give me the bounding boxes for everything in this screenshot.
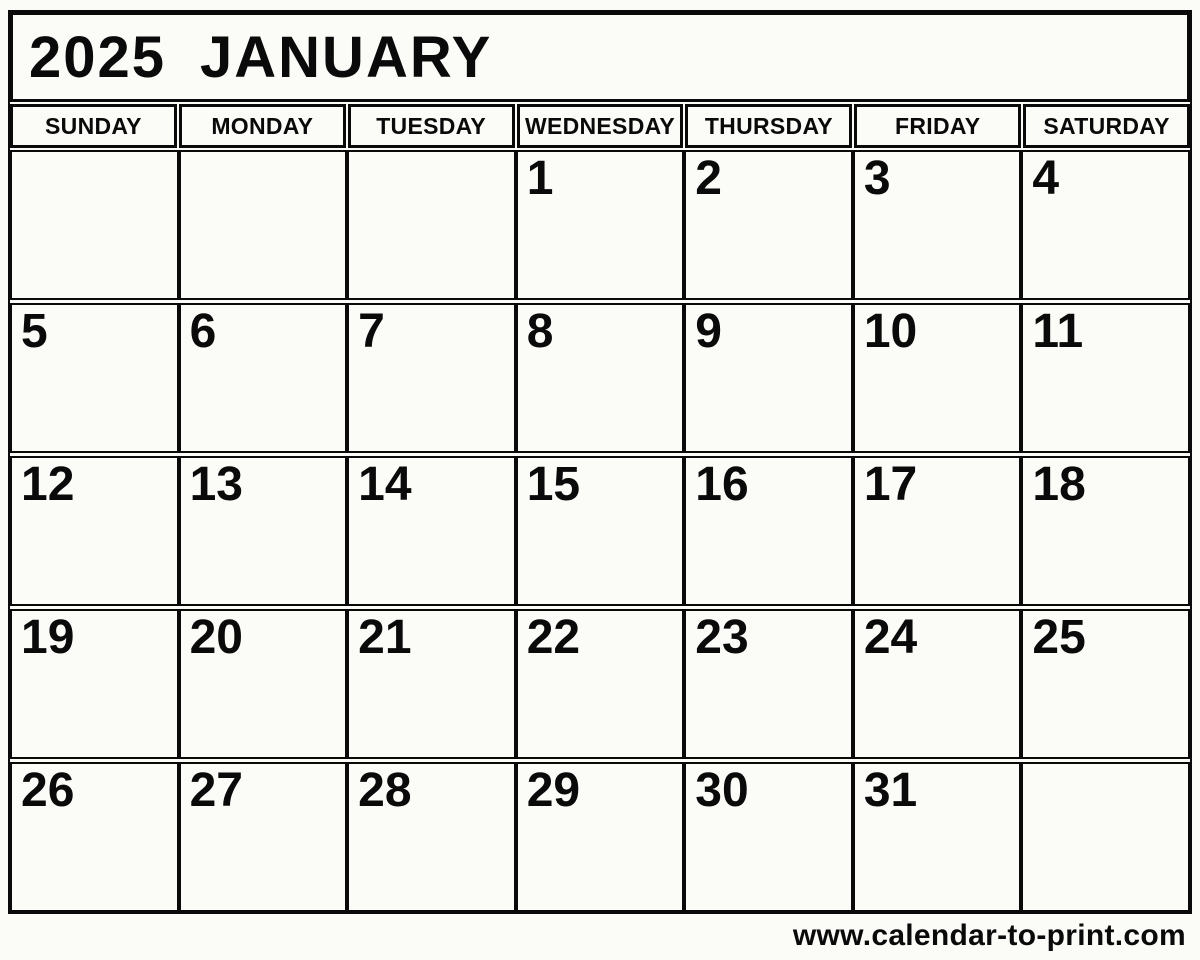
- day-number: 10: [863, 305, 918, 358]
- day-cell: [347, 303, 516, 453]
- day-number: 17: [863, 458, 918, 511]
- day-number: 26: [21, 764, 75, 817]
- day-cell: [684, 609, 853, 759]
- weekday-header-tuesday: TUESDAY: [348, 104, 515, 148]
- day-cell: [516, 303, 685, 453]
- day-number: 3: [863, 152, 891, 205]
- weekday-header-saturday: SATURDAY: [1023, 104, 1190, 148]
- day-number: 13: [189, 458, 243, 511]
- day-cell: [853, 762, 1022, 912]
- day-number: 12: [21, 458, 75, 511]
- day-number: 30: [695, 764, 749, 817]
- day-number: 27: [189, 764, 243, 817]
- day-number: 9: [695, 305, 722, 358]
- title-month: JANUARY: [200, 25, 493, 90]
- day-cell: [1021, 456, 1190, 606]
- title-year: 2025: [29, 25, 167, 90]
- day-number: 31: [863, 764, 918, 817]
- day-number: 14: [358, 458, 412, 511]
- day-number: 29: [526, 764, 581, 817]
- day-number: 8: [526, 305, 554, 358]
- weekday-header-row: [10, 104, 1190, 148]
- day-cell: [853, 150, 1022, 300]
- calendar-frame: [8, 10, 1192, 914]
- day-cell: [684, 762, 853, 912]
- weekday-header-wednesday: WEDNESDAY: [517, 104, 684, 148]
- day-cell: [347, 762, 516, 912]
- weekday-header-thursday: THURSDAY: [685, 104, 852, 148]
- day-cell: [10, 150, 179, 300]
- day-number: 5: [21, 305, 48, 358]
- day-number: 6: [189, 305, 217, 358]
- day-cell: [10, 762, 179, 912]
- day-cell: [179, 303, 348, 453]
- day-cell: [179, 150, 348, 300]
- day-cell: [516, 150, 685, 300]
- day-cell: [684, 303, 853, 453]
- weeks-grid: [10, 150, 1190, 912]
- day-cell: [10, 303, 179, 453]
- day-number: 20: [189, 611, 243, 664]
- day-cell: [1021, 762, 1190, 912]
- day-number: 23: [695, 611, 749, 664]
- day-number: 18: [1032, 458, 1086, 511]
- day-cell: [1021, 303, 1190, 453]
- day-cell: [684, 150, 853, 300]
- day-cell: [347, 150, 516, 300]
- day-number: 25: [1032, 611, 1086, 664]
- website-url: www.calendar-to-print.com: [792, 919, 1186, 952]
- day-cell: [853, 303, 1022, 453]
- day-cell: [1021, 150, 1190, 300]
- day-cell: [516, 762, 685, 912]
- day-number: 28: [358, 764, 412, 817]
- day-cell: [516, 609, 685, 759]
- day-cell: [516, 456, 685, 606]
- day-cell: [1021, 609, 1190, 759]
- day-cell: [179, 456, 348, 606]
- day-number: 22: [526, 611, 581, 664]
- day-cell: [10, 609, 179, 759]
- day-cell: [684, 456, 853, 606]
- day-number: 24: [863, 611, 918, 664]
- day-cell: [853, 456, 1022, 606]
- day-cell: [347, 456, 516, 606]
- day-number: 7: [358, 305, 385, 358]
- day-cell: [10, 456, 179, 606]
- day-number: 19: [21, 611, 75, 664]
- day-number: 1: [526, 152, 554, 205]
- day-cell: [179, 762, 348, 912]
- day-cell: [347, 609, 516, 759]
- weekday-header-monday: MONDAY: [179, 104, 346, 148]
- day-number: 11: [1032, 305, 1084, 358]
- day-number: 2: [695, 152, 722, 205]
- weekday-header-friday: FRIDAY: [854, 104, 1021, 148]
- weekday-header-sunday: SUNDAY: [10, 104, 177, 148]
- day-number: 21: [358, 611, 412, 664]
- day-number: 15: [526, 458, 581, 511]
- footer: [8, 914, 1192, 953]
- day-number: 4: [1032, 152, 1060, 205]
- day-cell: [853, 609, 1022, 759]
- title-box: [10, 12, 1190, 102]
- day-cell: [179, 609, 348, 759]
- day-number: 16: [695, 458, 749, 511]
